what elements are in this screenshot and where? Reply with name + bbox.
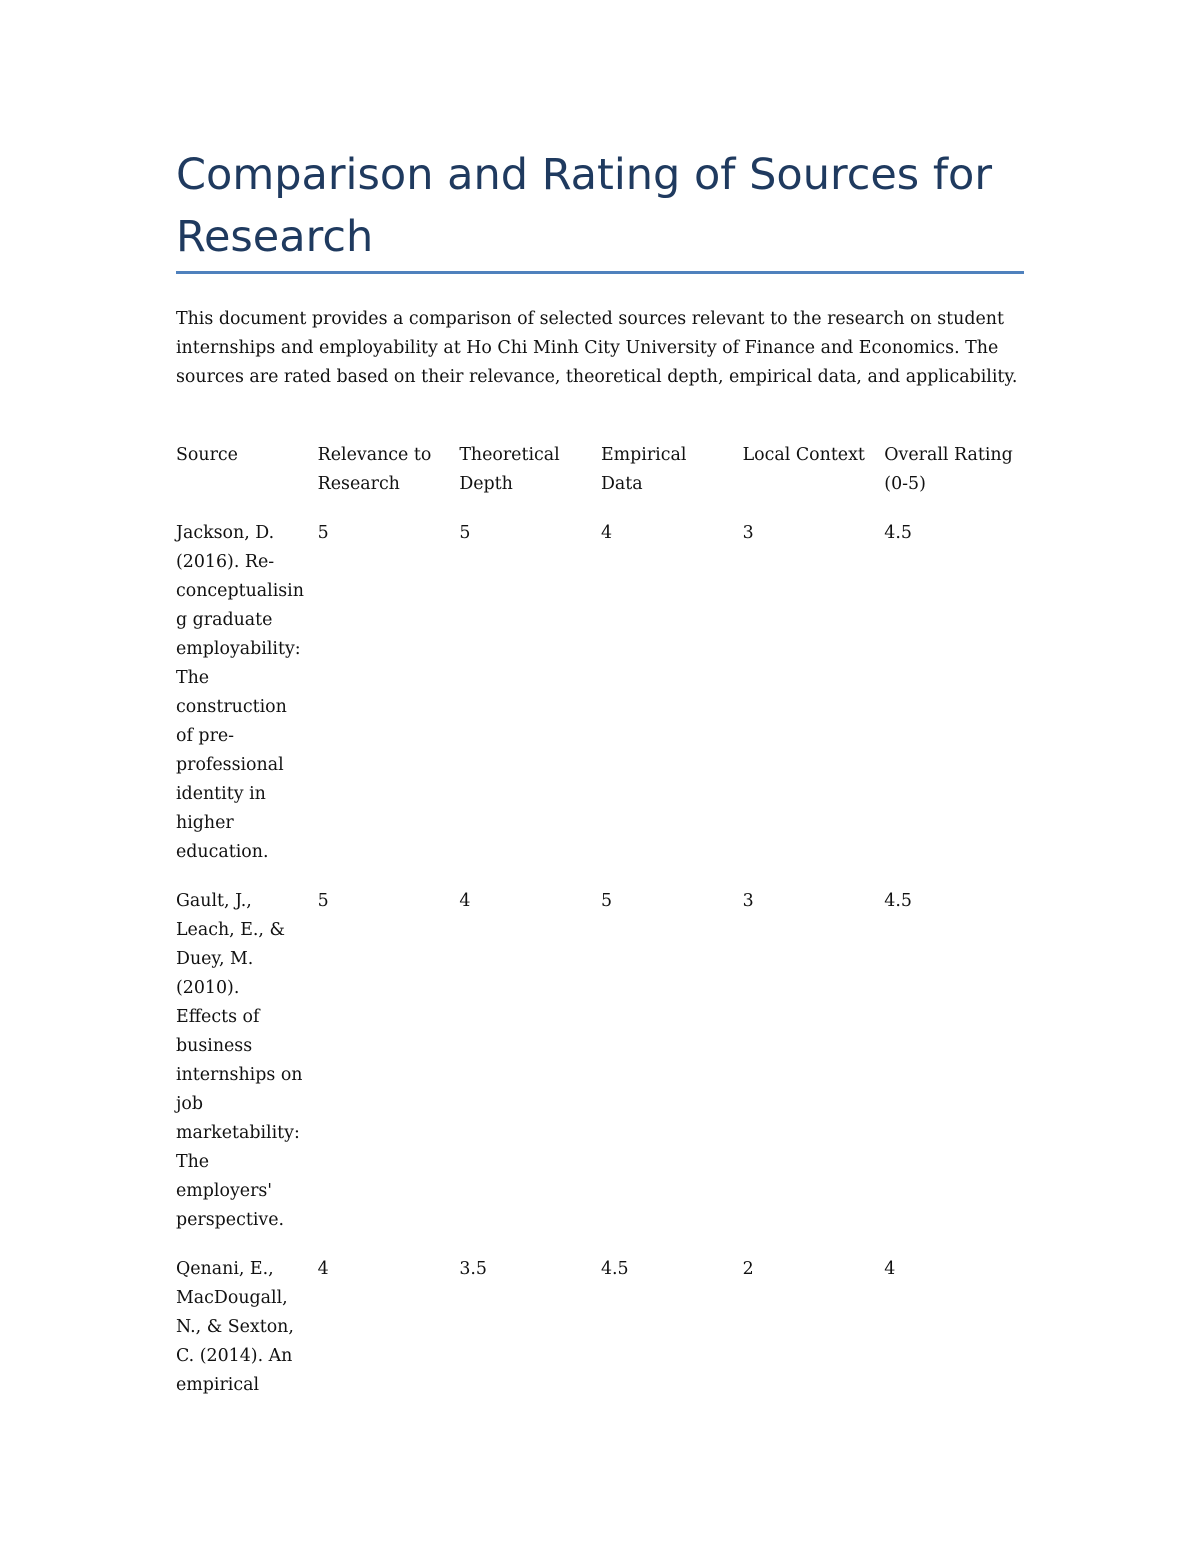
cell-source xyxy=(176,887,318,1255)
local-context-value: 3 xyxy=(742,891,754,911)
empirical-data-value: 5 xyxy=(600,891,613,911)
relevance-value: 5 xyxy=(317,891,329,911)
cell-empirical-data xyxy=(601,519,743,887)
empirical-data-value: 4 xyxy=(600,523,613,543)
cell-overall-rating xyxy=(884,887,1026,1255)
relevance-value: 4 xyxy=(317,1259,329,1279)
theoretical-depth-value: 4 xyxy=(459,891,471,911)
table-row xyxy=(176,1255,1026,1420)
header-source xyxy=(176,441,318,519)
header-theoretical-depth-label: Theoretical Depth xyxy=(459,445,560,494)
cell-local-context xyxy=(743,1255,885,1420)
cell-theoretical-depth xyxy=(459,1255,601,1420)
overall-rating-value: 4.5 xyxy=(884,523,912,543)
header-overall-rating xyxy=(884,441,1026,519)
cell-relevance xyxy=(318,1255,460,1420)
cell-source xyxy=(176,1255,318,1420)
header-local-context xyxy=(743,441,885,519)
header-empirical-data xyxy=(601,441,743,519)
cell-relevance xyxy=(318,519,460,887)
header-empirical-data-label: Empirical Data xyxy=(600,445,687,494)
header-relevance xyxy=(318,441,460,519)
table-row xyxy=(176,887,1026,1255)
cell-empirical-data xyxy=(601,887,743,1255)
overall-rating-value: 4 xyxy=(884,1259,896,1279)
cell-relevance xyxy=(318,887,460,1255)
cell-local-context xyxy=(743,887,885,1255)
title-underline xyxy=(176,271,1024,274)
source-text: Gault, J., Leach, E., & Duey, M. (2010). Effects of business internships on job marketability: The employers' perspective. xyxy=(176,891,303,1230)
header-overall-rating-label: Overall Rating (0-5) xyxy=(884,445,1013,494)
header-local-context-label: Local Context xyxy=(742,445,865,465)
local-context-value: 2 xyxy=(742,1259,754,1279)
table-header-row xyxy=(176,441,1026,519)
header-source-label: Source xyxy=(176,445,238,465)
table-row xyxy=(176,519,1026,887)
source-text: Jackson, D. (2016). Re-conceptualising graduate employability: The construction of pre-professional identity in higher education. xyxy=(176,523,304,862)
sources-rating-table xyxy=(176,441,1026,1420)
cell-overall-rating xyxy=(884,519,1026,887)
theoretical-depth-value: 5 xyxy=(459,523,471,543)
local-context-value: 3 xyxy=(742,523,754,543)
theoretical-depth-value: 3.5 xyxy=(459,1259,487,1279)
cell-theoretical-depth xyxy=(459,887,601,1255)
intro-paragraph: This document provides a comparison of selected sources relevant to the research on student internships and employability at Ho Chi Minh City University of Finance and Economics. The sources are rated based on their relevance, theoretical depth, empirical data, and applicability. xyxy=(176,309,1018,387)
overall-rating-value: 4.5 xyxy=(884,891,912,911)
header-theoretical-depth xyxy=(459,441,601,519)
document-title: Comparison and Rating of Sources for Research xyxy=(176,150,992,262)
empirical-data-value: 4.5 xyxy=(600,1259,629,1279)
cell-empirical-data xyxy=(601,1255,743,1420)
header-relevance-label: Relevance to Research xyxy=(317,445,432,494)
relevance-value: 5 xyxy=(317,523,329,543)
cell-local-context xyxy=(743,519,885,887)
cell-theoretical-depth xyxy=(459,519,601,887)
cell-source xyxy=(176,519,318,887)
source-text: Qenani, E., MacDougall, N., & Sexton, C. (2014). An empirical xyxy=(176,1259,294,1395)
cell-overall-rating xyxy=(884,1255,1026,1420)
